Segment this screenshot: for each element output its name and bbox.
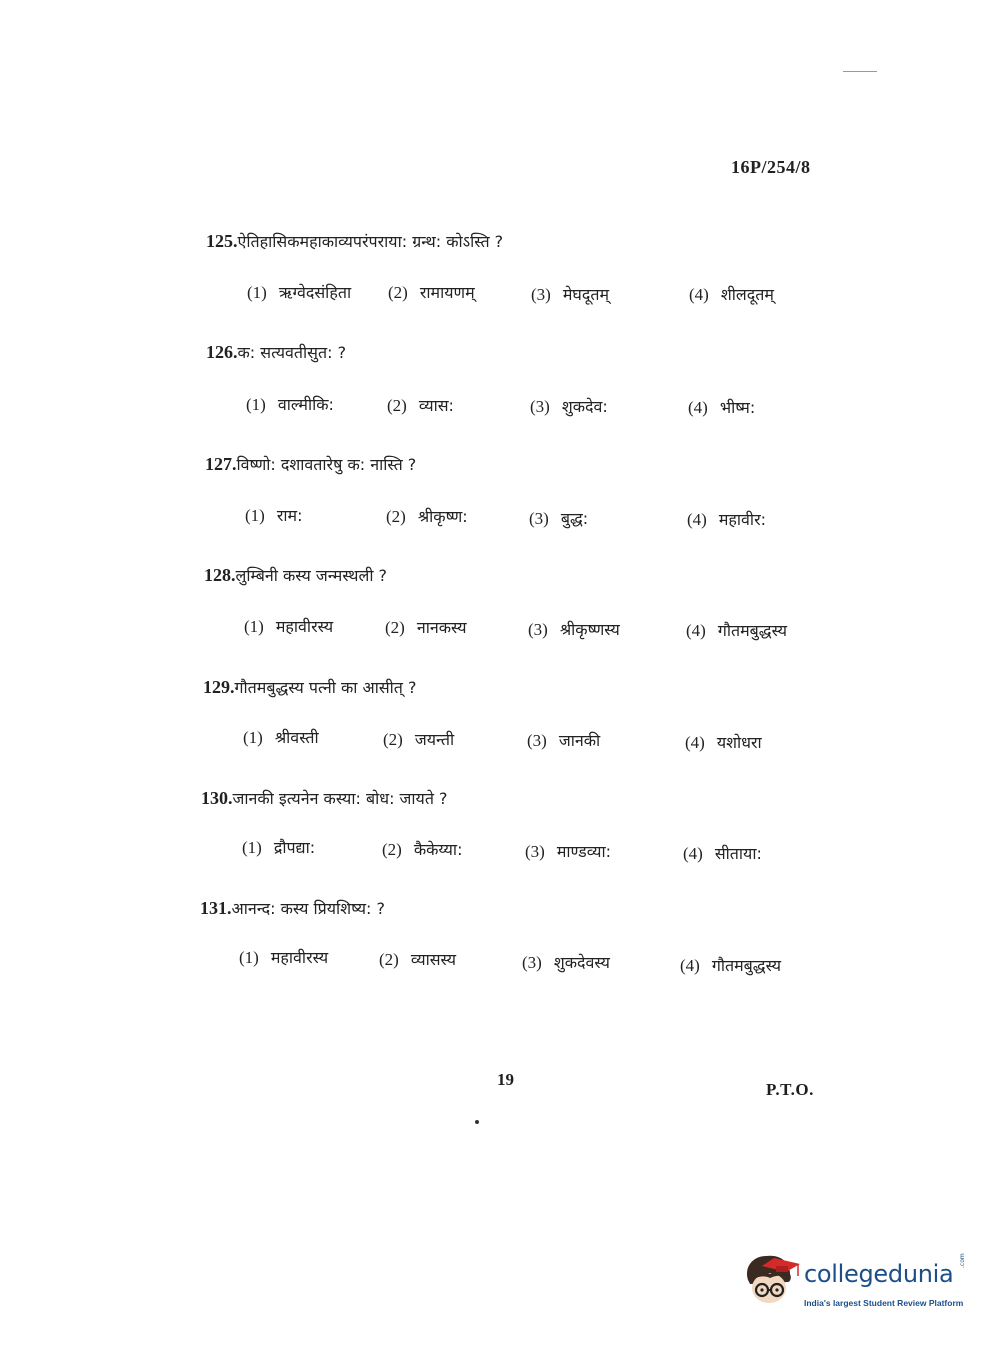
question-number: 128. xyxy=(204,565,236,585)
page-number: 19 xyxy=(497,1070,514,1089)
option-3: (3) शुकदेव: xyxy=(530,397,608,416)
question-126 xyxy=(0,341,1001,441)
question-number: 126. xyxy=(206,342,238,362)
question-128 xyxy=(0,564,1001,664)
question-130 xyxy=(0,787,1001,887)
option-4: (4) शीलदूतम् xyxy=(689,285,774,304)
pto-label: P.T.O. xyxy=(766,1080,814,1099)
option-4: (4) महावीर: xyxy=(687,510,767,529)
collegedunia-logo xyxy=(740,1250,970,1320)
brand-tagline: India's largest Student Review Platform xyxy=(804,1298,964,1308)
question-number: 125. xyxy=(206,231,238,251)
option-1: (1) राम: xyxy=(245,506,303,525)
option-2: (2) व्यासस्य xyxy=(379,950,457,969)
option-2: (2) व्यास: xyxy=(387,396,454,415)
option-4: (4) सीताया: xyxy=(683,844,762,863)
question-text: विष्णो: दशावतारेषु क: नास्ति ? xyxy=(236,455,417,474)
option-1: (1) महावीरस्य xyxy=(244,617,334,636)
option-2: (2) श्रीकृष्ण: xyxy=(386,507,468,526)
option-1: (1) द्रौपद्या: xyxy=(242,838,316,857)
option-3: (3) बुद्ध: xyxy=(529,509,589,528)
option-1: (1) वाल्मीकि: xyxy=(246,395,334,414)
question-text: जानकी इत्यनेन कस्या: बोध: जायते ? xyxy=(232,789,448,808)
question-127 xyxy=(0,453,1001,553)
question-number: 130. xyxy=(201,788,233,808)
question-text: आनन्द: कस्य प्रियशिष्य: ? xyxy=(231,899,386,918)
question-number: 129. xyxy=(203,677,235,697)
question-text: ऐतिहासिकमहाकाव्यपरंपराया: ग्रन्थ: कोऽस्ति ? xyxy=(237,232,504,251)
option-3: (3) शुकदेवस्य xyxy=(522,953,610,972)
option-2: (2) जयन्ती xyxy=(383,730,455,749)
question-number: 131. xyxy=(200,898,232,918)
question-125 xyxy=(0,230,1001,330)
student-mascot-icon xyxy=(740,1250,802,1312)
option-4: (4) गौतमबुद्धस्य xyxy=(680,956,782,975)
option-2: (2) रामायणम् xyxy=(388,283,475,302)
paper-code: 16P/254/8 xyxy=(731,157,811,177)
option-1: (1) महावीरस्य xyxy=(239,948,329,967)
option-2: (2) नानकस्य xyxy=(385,618,467,637)
option-3: (3) श्रीकृष्णस्य xyxy=(528,620,620,639)
brand-dotcom: .com xyxy=(959,1253,966,1268)
option-4: (4) भीष्म: xyxy=(688,398,756,417)
option-3: (3) जानकी xyxy=(527,731,601,750)
top-rule xyxy=(843,71,877,72)
option-1: (1) ऋग्वेदसंहिता xyxy=(247,283,352,302)
ink-dot xyxy=(475,1120,479,1124)
question-text: लुम्बिनी कस्य जन्मस्थली ? xyxy=(235,566,388,585)
brand-name: collegedunia xyxy=(804,1260,954,1288)
question-text: गौतमबुद्धस्य पत्नी का आसीत् ? xyxy=(234,678,417,697)
question-129 xyxy=(0,676,1001,776)
option-2: (2) कैकेय्या: xyxy=(382,840,463,859)
option-1: (1) श्रीवस्ती xyxy=(243,728,319,747)
question-131 xyxy=(0,897,1001,997)
option-3: (3) मेघदूतम् xyxy=(531,285,610,304)
option-3: (3) माण्डव्या: xyxy=(525,842,611,861)
question-number: 127. xyxy=(205,454,237,474)
option-4: (4) गौतमबुद्धस्य xyxy=(686,621,788,640)
option-4: (4) यशोधरा xyxy=(685,733,762,752)
question-text: क: सत्यवतीसुत: ? xyxy=(237,343,347,362)
